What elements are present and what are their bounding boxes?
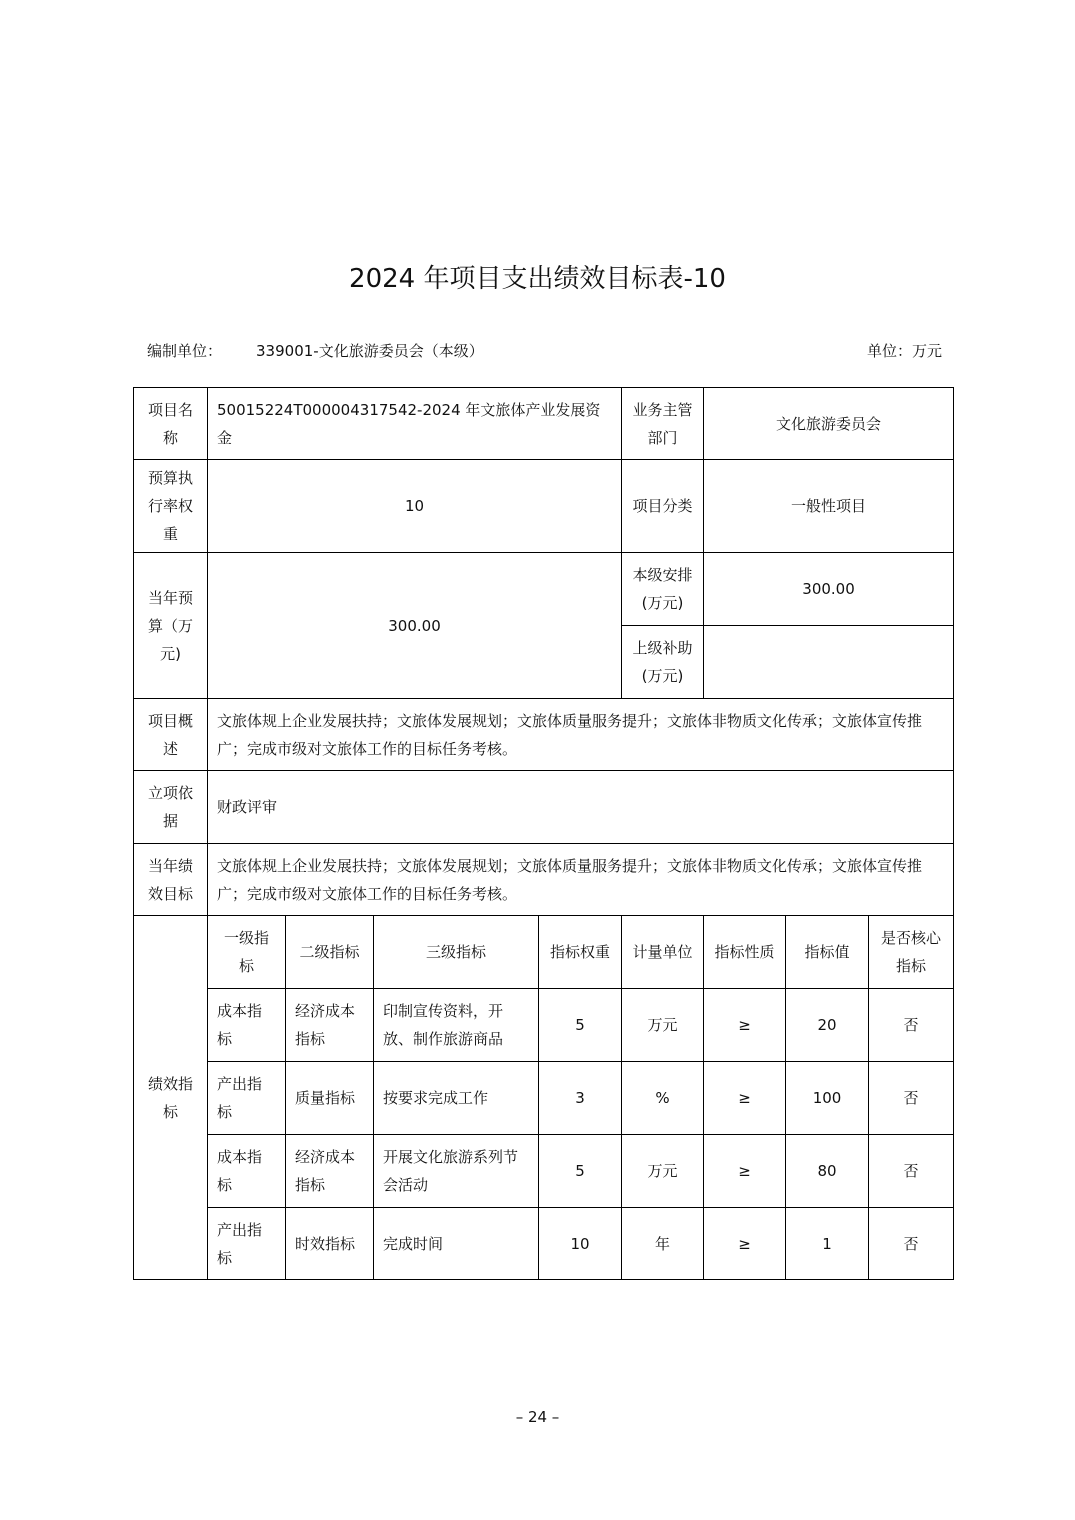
header-level1: 一级指标	[208, 916, 286, 989]
table-row	[134, 1135, 954, 1208]
org-value: 339001-文化旅游委员会（本级）	[256, 342, 484, 360]
org-line	[147, 340, 484, 361]
cell-weight: 10	[539, 1208, 622, 1280]
row-project-name	[134, 388, 954, 460]
basis-label: 立项依据	[134, 771, 208, 844]
header-nature: 指标性质	[704, 916, 786, 989]
header-weight: 指标权重	[539, 916, 622, 989]
cell-core: 否	[869, 1208, 954, 1280]
indicator-header-row	[134, 916, 954, 989]
cell-unit: 万元	[622, 1135, 704, 1208]
dept-label: 业务主管部门	[622, 388, 704, 460]
budget-label: 当年预算（万元)	[134, 553, 208, 699]
org-label: 编制单位：	[147, 342, 223, 360]
cell-nature: ≥	[704, 1062, 786, 1135]
category-value: 一般性项目	[704, 460, 954, 553]
upper-value	[704, 626, 954, 699]
overview-label: 项目概述	[134, 699, 208, 771]
header-unit: 计量单位	[622, 916, 704, 989]
table-row	[134, 989, 954, 1062]
cell-level3: 按要求完成工作	[374, 1062, 539, 1135]
header-level3: 三级指标	[374, 916, 539, 989]
cell-level1: 成本指标	[208, 1135, 286, 1208]
unit-label: 单位：万元	[866, 342, 942, 360]
cell-weight: 3	[539, 1062, 622, 1135]
cell-nature: ≥	[704, 989, 786, 1062]
cell-level2: 质量指标	[286, 1062, 374, 1135]
cell-core: 否	[869, 1135, 954, 1208]
cell-value: 20	[786, 989, 869, 1062]
basis-value: 财政评审	[208, 771, 954, 844]
cell-value: 80	[786, 1135, 869, 1208]
overview-value: 文旅体规上企业发展扶持；文旅体发展规划；文旅体质量服务提升；文旅体非物质文化传承；文旅体宣传推广；完成市级对文旅体工作的目标任务考核。	[208, 699, 954, 771]
upper-label: 上级补助(万元)	[622, 626, 704, 699]
header-value: 指标值	[786, 916, 869, 989]
cell-level1: 产出指标	[208, 1208, 286, 1280]
row-exec-weight	[134, 460, 954, 553]
goal-label: 当年绩效目标	[134, 844, 208, 916]
cell-level1: 成本指标	[208, 989, 286, 1062]
cell-level3: 开展文化旅游系列节会活动	[374, 1135, 539, 1208]
table-row	[134, 1062, 954, 1135]
goal-value: 文旅体规上企业发展扶持；文旅体发展规划；文旅体质量服务提升；文旅体非物质文化传承；文旅体宣传推广；完成市级对文旅体工作的目标任务考核。	[208, 844, 954, 916]
cell-level2: 时效指标	[286, 1208, 374, 1280]
cell-unit: %	[622, 1062, 704, 1135]
cell-level2: 经济成本指标	[286, 989, 374, 1062]
performance-table	[133, 387, 954, 1280]
cell-value: 100	[786, 1062, 869, 1135]
cell-unit: 年	[622, 1208, 704, 1280]
row-basis	[134, 771, 954, 844]
indicators-section-label: 绩效指标	[134, 916, 208, 1280]
header-core: 是否核心指标	[869, 916, 954, 989]
category-label: 项目分类	[622, 460, 704, 553]
cell-level1: 产出指标	[208, 1062, 286, 1135]
table-row	[134, 1208, 954, 1280]
exec-weight-label: 预算执行率权重	[134, 460, 208, 553]
row-goal	[134, 844, 954, 916]
cell-level3: 完成时间	[374, 1208, 539, 1280]
cell-core: 否	[869, 989, 954, 1062]
local-value: 300.00	[704, 553, 954, 626]
cell-level2: 经济成本指标	[286, 1135, 374, 1208]
budget-value: 300.00	[208, 553, 622, 699]
cell-weight: 5	[539, 989, 622, 1062]
cell-nature: ≥	[704, 1208, 786, 1280]
cell-weight: 5	[539, 1135, 622, 1208]
cell-nature: ≥	[704, 1135, 786, 1208]
local-label: 本级安排(万元)	[622, 553, 704, 626]
cell-value: 1	[786, 1208, 869, 1280]
page-number: – 24 –	[515, 1408, 560, 1426]
project-name-value: 50015224T000004317542-2024 年文旅体产业发展资金	[208, 388, 622, 460]
document-title: 2024 年项目支出绩效目标表-10	[349, 264, 726, 294]
exec-weight-value: 10	[208, 460, 622, 553]
dept-value: 文化旅游委员会	[704, 388, 954, 460]
project-name-label: 项目名称	[134, 388, 208, 460]
cell-level3: 印制宣传资料，开放、制作旅游商品	[374, 989, 539, 1062]
row-budget-local	[134, 553, 954, 626]
header-level2: 二级指标	[286, 916, 374, 989]
cell-core: 否	[869, 1062, 954, 1135]
cell-unit: 万元	[622, 989, 704, 1062]
row-overview	[134, 699, 954, 771]
